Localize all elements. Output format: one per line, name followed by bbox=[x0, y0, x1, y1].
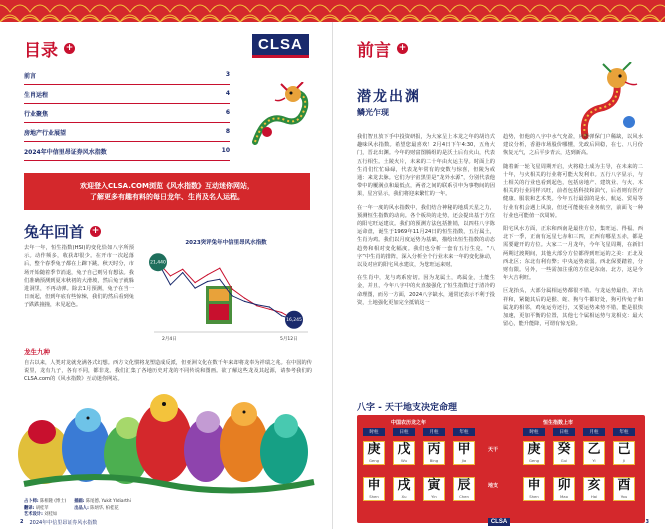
x-tick-start: 2月4日 bbox=[162, 337, 177, 342]
data-point bbox=[269, 306, 270, 307]
line-chart bbox=[140, 246, 312, 344]
right-footer bbox=[333, 515, 665, 529]
left-footer bbox=[20, 515, 320, 529]
right-page bbox=[333, 22, 665, 529]
book-cover-figure-icon bbox=[209, 304, 229, 320]
data-point bbox=[244, 298, 245, 299]
bazi-col-header: 时柱 bbox=[363, 428, 385, 436]
data-point bbox=[244, 301, 245, 302]
bazi-col-header: 月柱 bbox=[583, 428, 605, 436]
plus-icon: + bbox=[91, 226, 100, 236]
data-point bbox=[207, 281, 208, 282]
data-point bbox=[232, 295, 233, 296]
footer-text: 2024年中信里昂证券风水指数 bbox=[29, 519, 98, 526]
bazi-cell: 癸 Gui bbox=[553, 441, 575, 465]
branch-label: 地支 bbox=[487, 483, 498, 489]
page-title: 前言 + bbox=[357, 41, 407, 61]
data-point bbox=[281, 315, 282, 316]
subheadline: 鳞光乍现 bbox=[357, 108, 389, 117]
bazi-col-header: 日柱 bbox=[553, 428, 575, 436]
toc-item[interactable]: 2024年中信里昂证券风水指数 10 bbox=[24, 142, 230, 161]
bazi-col-header: 月柱 bbox=[423, 428, 445, 436]
start-value-label: 21,440 bbox=[150, 260, 166, 266]
section-title: 兔年回首 + bbox=[24, 223, 100, 241]
data-point bbox=[232, 289, 233, 290]
end-marker bbox=[285, 311, 303, 329]
data-point bbox=[195, 288, 196, 289]
body-column-2: 趋势，但他的八字中水气充盈，应能弹保门户稀缺，以风水建议分析，香港市场股价哪懂，先政后回稳，在七、八月份恢复元气，之后平步青云，达到新高。 随着新一轮飞星周期开启，火将稳土成为主导，在未来的二十年，与火相关的行业将可能大发利市。五行八字显示，与土相关的行业也看到起色，包括房地产、建筑业、与火、木相关的行业同样兴旺，前者包括科技和油气，后者则有医疗健康、服装和艺术类。今年五行最弱的是水，航运、贸易等行业有机会遇上风浪，但还可能使在业务航空，前面飞一种行业也可能值一次周转。 阳宅风水方面，正东和西南是最佳方位，集旺运、得福。西北下一季，正南有远星七赤和三四，正西有哪星五赤，都是需要避开的方位。大家二一月龙年，今年飞星周期，在新旧两期过渡期间，其他大部分方位都得到旺运的之美：正北及西北区；东北有利有弊；中央运势衰弱。西北保要踏着，分财有限。另外，一些需加注重的方位是东南、北方，这是今年大吉利旺。 巨龙抬头，大部分属相运势都很不错。与龙运势最佳，并出祥和，紧随其后的是猴、蛇、狗与牛都好处，狗可传兔子和属龙的相邻，鸡兔运劳还行，又要运势来势不错，能是很快加速，更加平衡的位置，其他七个属相运势与龙相克：最大留心，能升能降，可谓有惊无险。 bbox=[503, 134, 643, 328]
plus-icon: + bbox=[65, 43, 74, 53]
table-of-contents bbox=[24, 66, 230, 161]
data-point bbox=[269, 309, 270, 310]
start-marker bbox=[149, 253, 167, 271]
clsa-logo: CLSA bbox=[252, 34, 309, 58]
data-point bbox=[256, 305, 257, 306]
footer-clsa-logo: CLSA bbox=[488, 518, 510, 526]
credits: 占卜师: 陈相隆 (博士) 翻译: 胡桂苹 艺术设计: 刘桂如 插画: 陈尾德, Yukit Yldiarthi 出品人: 陈炳华, 柏桂花 bbox=[24, 499, 131, 517]
bazi-cell: 己 Ji bbox=[613, 441, 635, 465]
left-page bbox=[0, 22, 332, 529]
bazi-cell: 庚 Geng bbox=[523, 441, 545, 465]
bazi-cell: 丙 Bing bbox=[423, 441, 445, 465]
sub-heading: 龙生九种 bbox=[24, 348, 50, 356]
data-point bbox=[170, 284, 171, 285]
section-body: 去年一年，恒生指数(HSI)的变化恰如八字所预示。动作频多，收获却很少。在开市一次起落后，整个春季兔子都在上蹿下跳。秋天时分，市场开始随着季节消退，兔子自己则另有想法。我们准确预测到夏末秋初的大滑坡，然后兔子就躲进洞里，不再动弹。除去1月预测，兔子在当一日而起，但到年底有些惊悚，我们的然后看到兔子跌跌撞撞，未见起色。 bbox=[24, 245, 134, 309]
bazi-cell: 甲 Jia bbox=[453, 441, 475, 465]
toc-title: 目录 + bbox=[24, 41, 74, 61]
top-wave-band bbox=[0, 0, 665, 22]
bazi-cell: 戊 Wu bbox=[393, 441, 415, 465]
bazi-left-heading: 中国农历龙之年 bbox=[391, 420, 427, 426]
bazi-col-header: 日柱 bbox=[393, 428, 415, 436]
bazi-cell: 卯 Mao bbox=[553, 477, 575, 501]
end-value-label: 16,245 bbox=[286, 318, 302, 324]
x-tick-end: 5月12日 bbox=[280, 337, 298, 342]
data-point bbox=[182, 269, 183, 270]
promo-banner[interactable]: 欢迎登入CLSA.COM浏览《风水指数》互动迷你网站， 了解更多有趣有料的每日龙年、生肖及名人运程。 bbox=[24, 173, 310, 210]
chart-title: 2023突评兔年中信里昂风水指数 bbox=[185, 240, 267, 246]
nine-dragons-illustration bbox=[14, 384, 320, 498]
plus-icon: + bbox=[398, 43, 407, 53]
bazi-title: 八字 - 天干地支决定命理 bbox=[357, 403, 458, 413]
bazi-cell: 申 Shen bbox=[523, 477, 545, 501]
data-point bbox=[281, 312, 282, 313]
bazi-col-header: 年柱 bbox=[613, 428, 635, 436]
data-point bbox=[195, 282, 196, 283]
dragon-illustration-icon bbox=[245, 82, 317, 152]
toc-item[interactable]: 前言 3 bbox=[24, 66, 230, 85]
data-point bbox=[219, 268, 220, 269]
book-cover-dragon-icon bbox=[209, 289, 229, 301]
bazi-cell: 戌 Xu bbox=[393, 477, 415, 501]
bazi-cell: 庚 Geng bbox=[363, 441, 385, 465]
headline: 潜龙出渊 bbox=[357, 89, 421, 105]
bazi-cell: 乙 Yi bbox=[583, 441, 605, 465]
data-point bbox=[170, 275, 171, 276]
data-point bbox=[207, 274, 208, 275]
page-number: 2 bbox=[20, 519, 24, 525]
dragon-illustration-icon bbox=[573, 62, 643, 142]
body-column-1: 我们智且放下手中投资研报，为大家呈上本龙之年的胡诌式趣味风水指数。希望您最喜欢！2月4日下午4:30，五角大门，晋北出渊。今年的财富图腾组的是沃土后有火山，代表五行相生。土陵火片，未来的二十年由火运主导。时面上的生肖们忙忙碌碌，代表龙年常有的变数与惊喜，但陵为戒通：来龙去脉。它们为宇宙黑里是“龙外水源”，分别代表他带中的覆满点和最低点，两者之间的联系引申为事物间的因果，星宫显示，我们将迎来繁忙的一年。 在一年一度的风水指数中，我们结合神秘的地质天星之力，预测恒生指数的动向。各个板块的走势，还会提出基于方位的阳宅旺运建议。我们的预测方法包括推销，以四柱八字陈运命盘，诞生于1969年11月24日的恒生指数，五行属土，生肖为鸡。我们以月度运势为基础，描绘出恒生指数的动态趋势和相对变化幅度。我们也分析一套有五行生克，“八字”中生肖的排阵，深入分析全个行业未来一年的变化脉动，以及对应的阳宅风水建议，为您旺运来财。 在生肖中，龙与鸡系密切。因为龙属土，鸡属金，土能生金，并且，今年八字中的火直接强化了恒生指数过于清冷的命理图，而另一方面，2024八字缺水，通常还表示不利于投资，土地强化更加完全抵销这一 bbox=[357, 134, 495, 306]
bazi-cell: 辰 Chen bbox=[453, 477, 475, 501]
data-point bbox=[219, 279, 220, 280]
chart-container bbox=[140, 238, 312, 344]
bazi-cell: 申 Shen bbox=[363, 477, 385, 501]
stem-label: 天干 bbox=[487, 447, 498, 453]
bazi-table bbox=[357, 415, 645, 523]
bazi-col-header: 年柱 bbox=[453, 428, 475, 436]
bazi-col-header: 时柱 bbox=[523, 428, 545, 436]
toc-item[interactable]: 生肖运程 4 bbox=[24, 85, 230, 104]
bazi-right-heading: 恒生指数上市 bbox=[543, 420, 574, 426]
bazi-cell: 亥 Hai bbox=[583, 477, 605, 501]
data-point bbox=[256, 304, 257, 305]
toc-item[interactable]: 房地产行业展望 8 bbox=[24, 123, 230, 142]
bazi-cell: 寅 Yin bbox=[423, 477, 445, 501]
page-number: 3 bbox=[645, 519, 649, 525]
data-point bbox=[182, 272, 183, 273]
toc-item[interactable]: 行业聚焦 6 bbox=[24, 104, 230, 123]
bazi-cell: 酉 You bbox=[613, 477, 635, 501]
wave-pattern-icon bbox=[0, 0, 665, 22]
sub-body: 自古以来，人类对龙就充满各式幻想。西方文化惯将龙塑造成反派，但亚洲文化在数千年来却将龙奉为祥瑞之兆。在中国的传说里，龙有九子，各有不同，都非龙。我们汇集了各地历史对龙的不同传说和图画。欲了解这些龙及其起源，请参考我们的CLSA.com的《风水指数》互动迷你网站。 bbox=[24, 360, 312, 383]
